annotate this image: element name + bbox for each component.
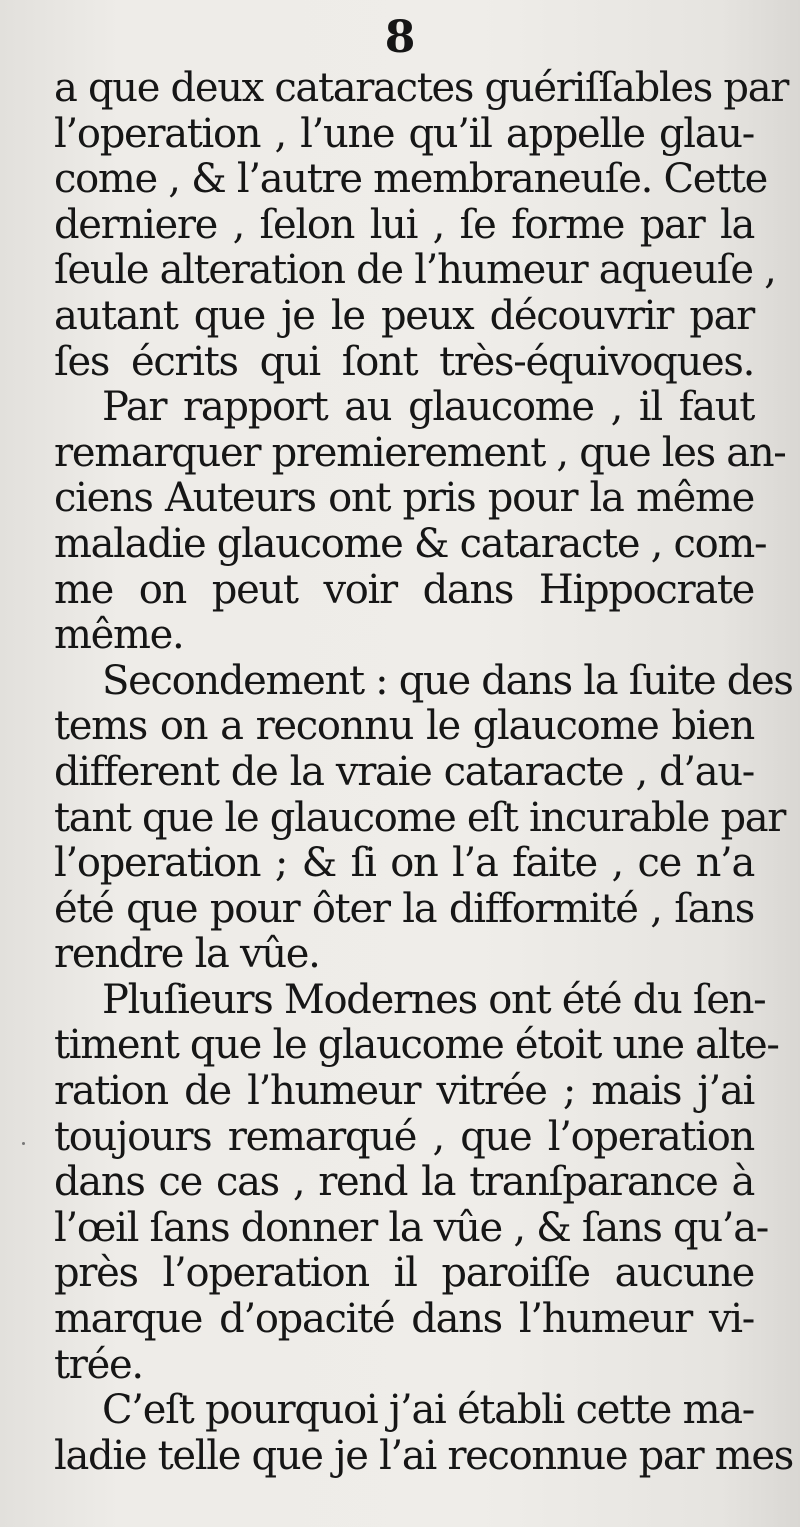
text-line: toujours remarqué , que l’operation <box>54 1113 754 1160</box>
text-line: ration de l’humeur vitrée ; mais j’ai <box>54 1068 754 1115</box>
text-line: près l’operation il paroiſſe aucune <box>54 1250 754 1297</box>
page-body <box>54 65 793 1479</box>
text-line: l’operation , l’une qu’il appelle glau- <box>54 110 754 157</box>
text-line: l’œil ſans donner la vûe , & ſans qu’a- <box>54 1204 768 1251</box>
text-line: different de la vraie cataracte , d’au- <box>54 748 754 795</box>
text-line: même. <box>54 612 184 659</box>
text-line: Secondement : que dans la ſuite des <box>102 657 793 704</box>
text-line: tems on a reconnu le glaucome bien <box>54 703 754 750</box>
text-line: maladie glaucome & cataracte , com- <box>54 520 767 567</box>
text-line: Par rapport au glaucome , il faut <box>102 384 754 431</box>
text-line: été que pour ôter la difformité , ſans <box>54 885 754 932</box>
text-line: dans ce cas , rend la tranſparance à <box>54 1159 754 1206</box>
text-line: ſes écrits qui ſont très-équivoques. <box>54 338 754 385</box>
text-line: timent que le glaucome étoit une alte- <box>54 1022 779 1069</box>
text-line: Pluſieurs Modernes ont été du ſen- <box>102 976 766 1023</box>
text-line: marque d’opacité dans l’humeur vi- <box>54 1296 754 1343</box>
paragraph-5 <box>54 1387 793 1479</box>
text-line: derniere , ſelon lui , ſe forme par la <box>54 201 754 248</box>
text-line: a que deux cataractes guériſſables par <box>54 65 789 111</box>
paragraph-3 <box>54 657 793 978</box>
text-line: C’eſt pourquoi j’ai établi cette ma- <box>102 1387 754 1434</box>
text-line: tant que le glaucome eſt incurable par <box>54 794 786 841</box>
text-line: come , & l’autre membraneuſe. Cette <box>54 156 768 203</box>
text-line: ciens Auteurs ont pris pour la même <box>54 475 754 522</box>
text-line: remarquer premierement , que les an- <box>54 429 786 476</box>
text-line: rendre la vûe. <box>54 931 320 978</box>
paper-speck <box>22 1142 25 1145</box>
text-line: trée. <box>54 1341 143 1388</box>
paragraph-2 <box>54 384 786 659</box>
text-line: ladie telle que je l’ai reconnue par mes <box>54 1432 793 1479</box>
text-line: me on peut voir dans Hippocrate <box>54 566 754 613</box>
paragraph-4 <box>54 976 779 1388</box>
page-number: 8 <box>384 12 416 63</box>
text-line: ſeule alteration de l’humeur aqueuſe , <box>54 247 776 294</box>
paragraph-1 <box>54 65 789 385</box>
text-line: autant que je le peux découvrir par <box>54 292 754 339</box>
text-line: l’operation ; & ſi on l’a faite , ce n’a <box>54 840 754 887</box>
